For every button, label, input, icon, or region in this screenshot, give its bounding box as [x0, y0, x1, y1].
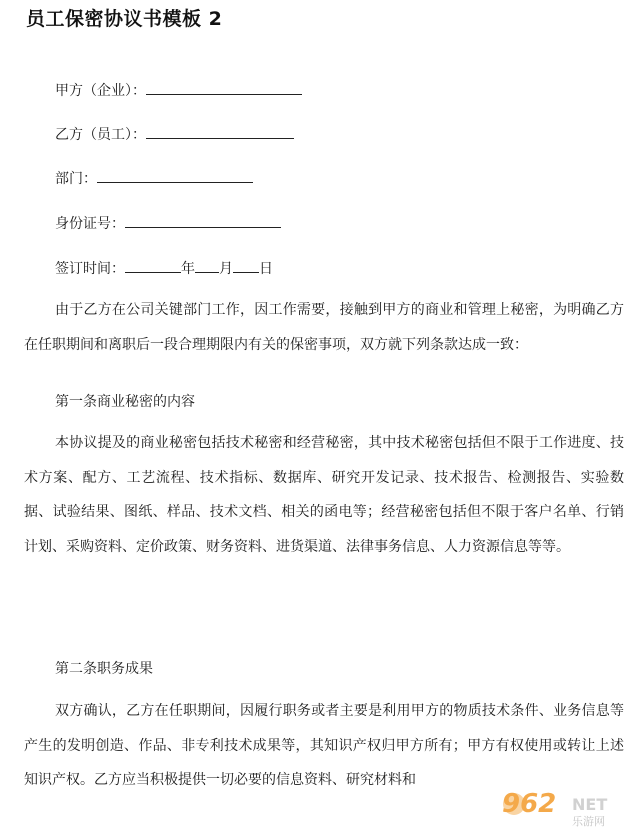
year-label: 年 [181, 261, 195, 277]
month-label: 月 [219, 261, 233, 277]
id-number-blank [125, 213, 281, 228]
month-blank [195, 258, 219, 273]
department-blank [97, 168, 253, 183]
watermark-suffix: NET [572, 795, 608, 814]
day-blank [233, 258, 259, 273]
department-field [55, 168, 253, 188]
id-number-field [55, 213, 281, 233]
section2-paragraph: 双方确认，乙方在任职期间，因履行职务或者主要是利用甲方的物质技术条件、业务信息等产生的发明创造、作品、非专利技术成果等，其知识产权归甲方所有；甲方有权使用或转让上述知识产权。乙方应当积极提供一切必要的信息资料、研究材料和 [24, 703, 624, 788]
watermark-logo-icon [502, 789, 607, 828]
party-b-blank [146, 124, 294, 139]
watermark-subtitle: 乐游网 [572, 815, 605, 828]
day-label: 日 [259, 261, 273, 277]
page-title: 员工保密协议书模板 2 [26, 8, 223, 30]
party-a-field [55, 80, 302, 100]
id-number-label: 身份证号： [55, 216, 125, 232]
sign-date-label: 签订时间： [55, 261, 125, 277]
section1-paragraph: 本协议提及的商业秘密包括技术秘密和经营秘密，其中技术秘密包括但不限于工作进度、技术方案、配方、工艺流程、技术指标、数据库、研究开发记录、技术报告、检测报告、实验数据、试验结果、图纸、样品、技术文档、相关的函电等；经营秘密包括但不限于客户名单、行销计划、采购资料、定价政策、财务资料、进货渠道、法律事务信息、人力资源信息等等。 [24, 435, 624, 555]
party-b-label: 乙方（员工）： [55, 127, 146, 143]
watermark-brand: 962 [502, 789, 557, 819]
party-a-blank [146, 80, 302, 95]
sign-date-field [55, 258, 273, 278]
department-label: 部门： [55, 171, 97, 187]
party-a-label: 甲方（企业）： [55, 83, 146, 99]
section1-heading: 第一条商业秘密的内容 [55, 394, 195, 410]
site-watermark [500, 784, 626, 828]
year-blank [125, 258, 181, 273]
section2-heading: 第二条职务成果 [55, 661, 153, 677]
party-b-field [55, 124, 294, 144]
intro-paragraph: 由于乙方在公司关键部门工作，因工作需要，接触到甲方的商业和管理上秘密，为明确乙方在任职期间和离职后一段合理期限内有关的保密事项，双方就下列条款达成一致： [24, 302, 624, 353]
